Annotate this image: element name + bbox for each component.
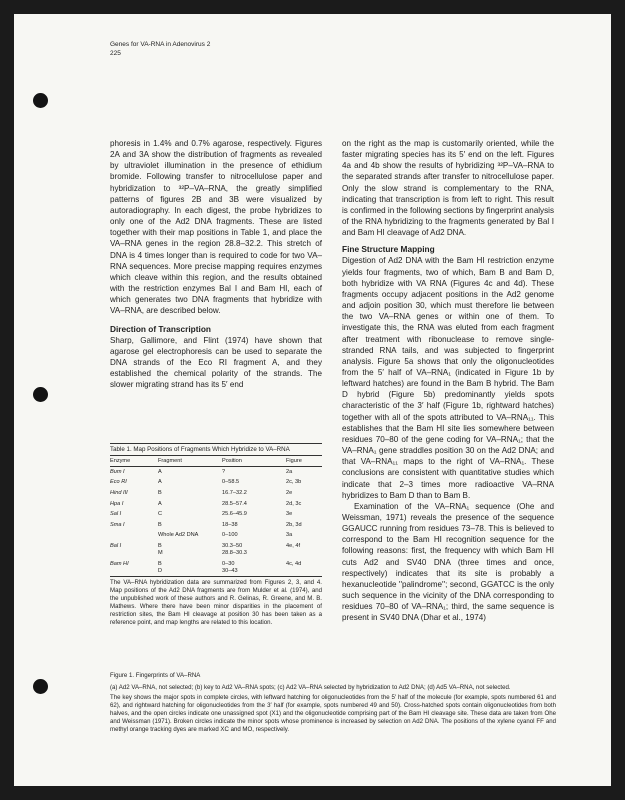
cell-position: 16.7–32.2 <box>222 489 247 496</box>
left-column <box>110 138 322 390</box>
column-header: Figure <box>286 456 322 467</box>
cell-figure: 2a <box>286 468 293 475</box>
table-row <box>110 499 322 510</box>
cell-fragment: B <box>158 489 162 496</box>
cell-figure: 3a <box>286 532 293 539</box>
table-body <box>110 467 322 577</box>
table-row <box>110 478 322 489</box>
table-row <box>110 509 322 520</box>
cell-figure: 2e <box>286 489 293 496</box>
column-header: Enzyme <box>110 456 158 467</box>
cell-enzyme: Eco RI <box>110 479 127 486</box>
cell-fragment: B D <box>158 559 222 577</box>
cell-fragment: A <box>158 500 162 507</box>
cell-enzyme: Bum I <box>110 468 125 475</box>
cell-enzyme <box>110 531 158 542</box>
table-footnote: The VA–RNA hybridization data are summarized from Figures 2, 3, and 4. Map positions of the Ad2 DNA fragments are from Mulder et al. (1974), and the unpublished work of these authors and R. Gelinas, R. Greene, and M. B. Mathews. Where there have been minor disparities in the placement of restriction sites, the Bam HI cleavage at position 30 has been taken as a reference point, and map lengths are related to this location. <box>110 579 322 627</box>
cell-enzyme: Bal I <box>110 542 122 549</box>
cell-figure: 4e, 4f <box>286 542 300 549</box>
cell-fragment: B M <box>158 542 163 556</box>
cell-figure: 2b, 3d <box>286 521 302 528</box>
cell-position: 28.5–57.4 <box>222 500 247 507</box>
right-column <box>342 138 554 624</box>
table-row <box>110 520 322 531</box>
cell-position: ? <box>222 468 226 475</box>
table-row <box>110 531 322 542</box>
journal-title: Genes for VA-RNA in Adenovirus 2 <box>110 41 211 48</box>
binder-hole <box>33 93 48 108</box>
cell-enzyme: Bam HI <box>110 559 158 577</box>
cell-position: 0–100 <box>222 532 238 539</box>
running-header <box>110 40 210 58</box>
table-row <box>110 488 322 499</box>
figure-caption <box>110 672 556 734</box>
table-1 <box>110 443 322 627</box>
binder-hole <box>33 387 48 402</box>
cell-figure: 2d, 3c <box>286 500 302 507</box>
section-heading: Direction of Transcription <box>110 323 211 334</box>
figure-key-description: The key shows the major spots in complete circles, with leftward hatching for oligonucleotides from the 5′ half of the molecule (for example, spots numbered 61 and 62), and rightward hatching for oligonucleotides from the 3′ half (for example, spots numbered 49 and 50). Cross-hatched spots contain oligonucleotides from both halves, and the open circles indicate one unassigned spot (X1) and the oligonucleotide comprising part of the Bam HI cleavage site. These data are taken from Ohe and Weissman (1971). Broken circles indicate the minor spots whose prominence is increased by selection on Ad2 DNA. The positions of the xylene cyanol FF and methyl orange tracking dyes are marked XC and MO, respectively. <box>110 694 556 733</box>
cell-position: 25.6–45.9 <box>222 511 247 518</box>
cell-figure: 4c, 4d <box>286 559 322 577</box>
figure-title: Figure 1. Fingerprints of VA–RNA <box>110 672 201 679</box>
cell-position: 18–38 <box>222 521 238 528</box>
table-title: Table 1. Map Positions of Fragments Which Hybridize to VA–RNA <box>110 443 322 456</box>
table-row <box>110 559 322 577</box>
cell-fragment: B <box>158 521 162 528</box>
column-header: Position <box>222 456 286 467</box>
table-row <box>110 541 322 559</box>
cell-fragment: A <box>158 468 162 475</box>
paragraph: Sharp, Gallimore, and Flint (1974) have shown that agarose gel electrophoresis can be used to separate the DNA strands of the Eco RI fragment A, and they established the chemical polarity of the strands. The slower migrating strand has its 5′ end <box>110 335 322 390</box>
cell-enzyme: Hpa I <box>110 500 124 507</box>
cell-fragment: C <box>158 511 163 518</box>
cell-fragment: Whole Ad2 DNA <box>158 532 199 539</box>
paragraph: Digestion of Ad2 DNA with the Bam HI restriction enzyme yields four fragments, two of which, Bam B and Bam D, both hybridize with VA RNA (Figures 4c and 4d). These fragments occupy adjacent positions in the Ad2 genome and adjoin position 30, which must therefore lie between the two VA–RNA genes or within one of them. To investigate this, the RNA was eluted from each fragment after treatment with ribonuclease to remove single-stranded RNA tails, and was subjected to fingerprint analysis. Figure 5a shows that only the oligonucleotides from the 5′ half of VA–RNA₁ (indicated in Figure 1b by leftward hatches) are found in the Bam B hybrid. The Bam D hybrid (Figure 5b) predominantly yields spots characteristic of the 3′ half (Figure 1b, rightward hatches) together with all of the spots attributed to VA–RNA₁₁. This establishes that the Bam HI site lies somewhere between residues 70–80 of the gene coding for VA–RNA₁; that the VA–RNA₁ gene straddles position 30 on the Ad2 DNA; and that VA–RNA₁₁ maps to the right of VA–RNA₁. These conclusions are consistent with quantitative studies which indicate that 2–3 times more radioactive VA–RNA hybridizes to Bam D than to Bam B. <box>342 256 554 500</box>
map-positions-table <box>110 456 322 577</box>
paragraph: phoresis in 1.4% and 0.7% agarose, respectively. Figures 2A and 3A show the distribution of fragments as revealed by ultraviolet illumination in the presence of ethidium bromide. Following transfer to nitrocellulose paper and hybridization to ³²P–VA–RNA, the greatly simplified patterns of figures 2B and 3B were visualized by autoradiography. In each digest, the probe hybridizes to only one of the Ad2 DNA fragments. These are listed together with their map positions in Table 1, and place the VA–RNA genes in the region 28.8–32.2. This stretch of DNA is 4 times longer than is required to code for two VA–RNA sequences. More precise mapping requires enzymes which cleave within this region, and the results obtained with the restriction enzymes Bal I and Bam HI, each of which generates two DNA fragments that hybridize with VA–RNA, are described below. <box>110 139 322 316</box>
paragraph: on the right as the map is customarily oriented, while the faster migrating species has its 5′ end on the left. Figures 4a and 4b show the results of hybridizing ³²P–VA–RNA to the separated strands after transfer to nitrocellulose paper. Only the slow strand is complementary to the RNA, indicating that transcription is from left to right. This result is confirmed in the following sections by fingerprint analysis of the RNA hybridizing to the fragments generated by Bal I and Bam HI cleavage of Ad2 DNA. <box>342 139 554 238</box>
table-row <box>110 467 322 478</box>
column-header: Fragment <box>158 456 222 467</box>
page-number: 225 <box>110 50 121 57</box>
figure-legend: (a) Ad2 VA–RNA, not selected; (b) key to Ad2 VA–RNA spots; (c) Ad2 VA–RNA selected by hybridization to Ad2 DNA; (d) Ad5 VA–RNA, not selected. <box>110 684 511 691</box>
cell-position: 0–30 30–43 <box>222 559 286 577</box>
cell-fragment: A <box>158 479 162 486</box>
paragraph: Examination of the VA–RNA₁ sequence (Ohe and Weissman, 1971) reveals the presence of the sequence GGAUCC running from residues 73–78. This is believed to correspond to the Bam HI recognition sequence for the following reasons: first, the frequency with which Bam HI cuts Ad2 and SV40 DNA (three times and once, respectively) indicates that its site is probably a hexanucleotide ''palindrome''; second, GGATCC is the only such sequence in the vicinity of the DNA corresponding to residues 70–80 of VA–RNA₁; third, the same sequence is present in SV40 DNA (Dhar et al., 1974) <box>342 501 554 623</box>
cell-position: 0–58.5 <box>222 479 240 486</box>
cell-enzyme: Sal I <box>110 511 122 518</box>
cell-enzyme: Hind III <box>110 489 128 496</box>
cell-figure: 2c, 3b <box>286 479 302 486</box>
binder-hole <box>33 679 48 694</box>
cell-enzyme: Sma I <box>110 521 125 528</box>
cell-position: 30.3–50 28.8–30.3 <box>222 542 247 556</box>
section-heading: Fine Structure Mapping <box>342 244 435 255</box>
document-page <box>14 14 611 786</box>
cell-figure: 3e <box>286 511 293 518</box>
